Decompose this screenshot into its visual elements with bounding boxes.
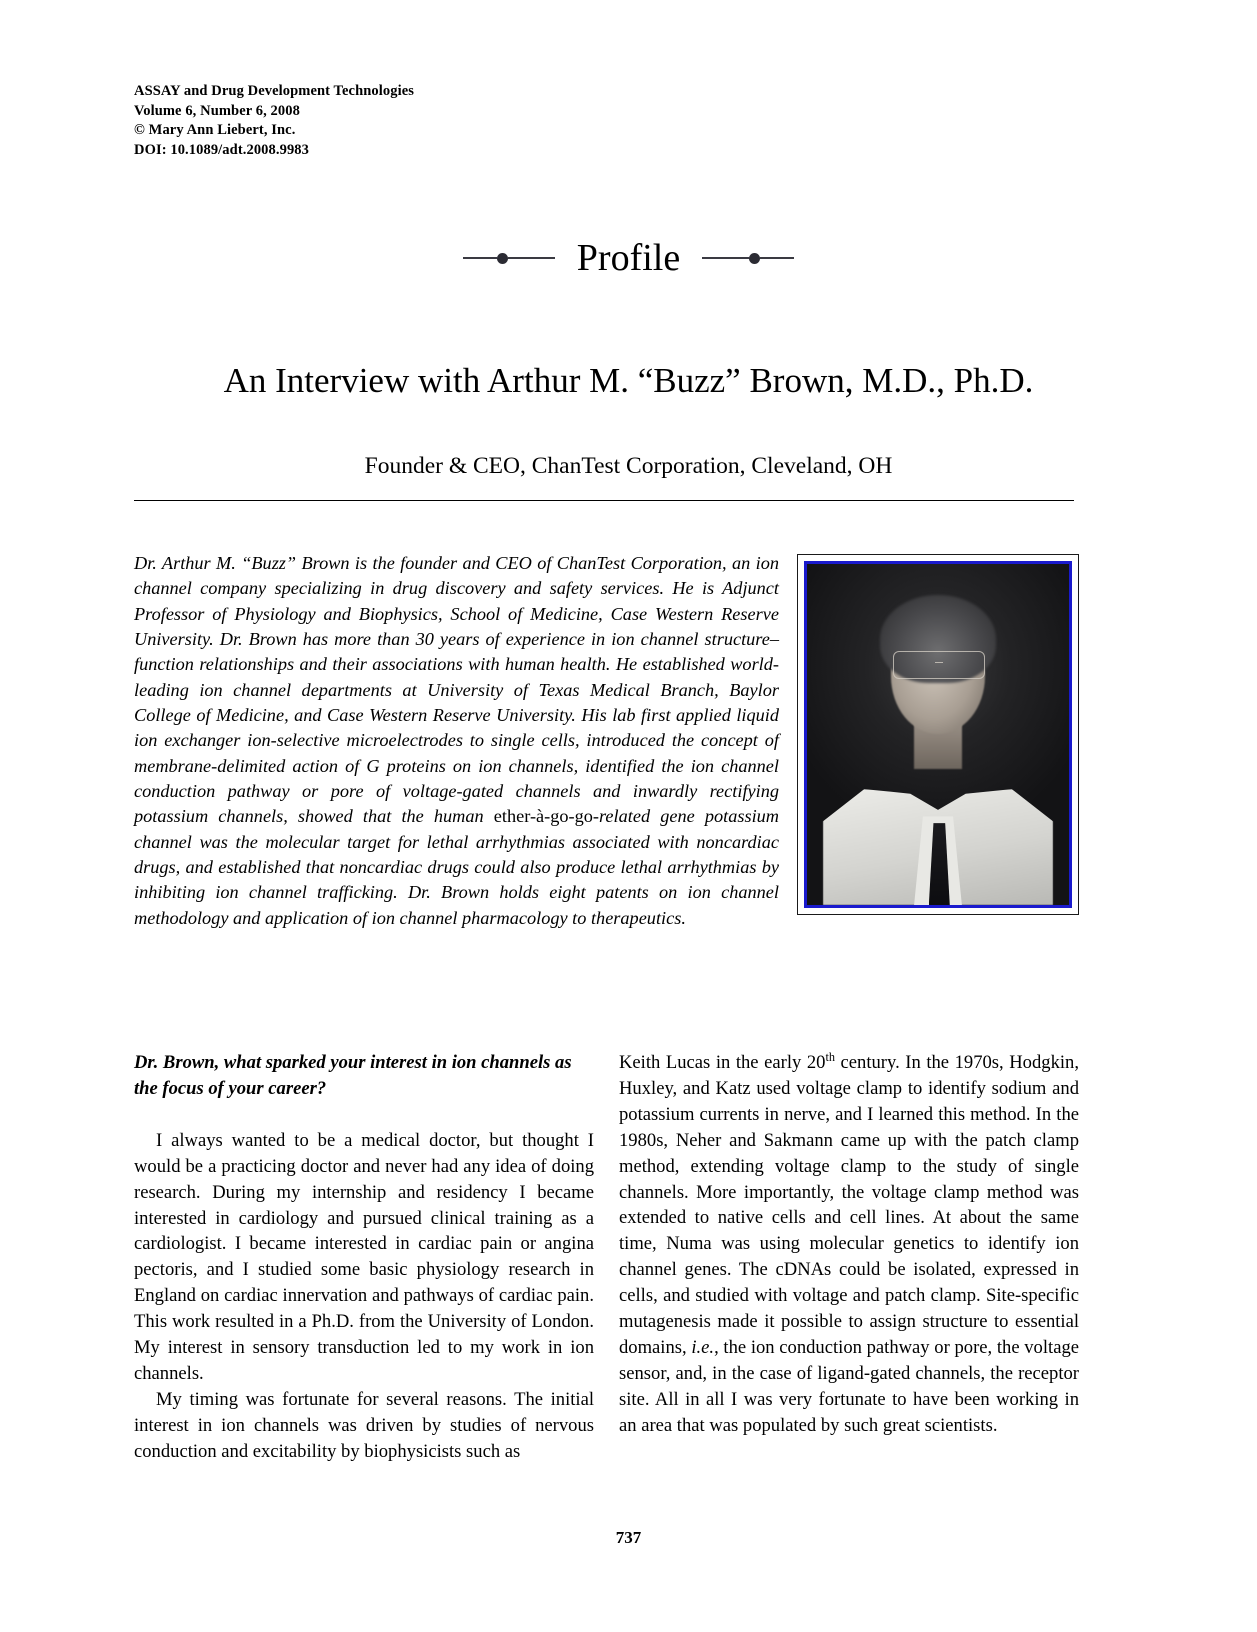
latin-abbreviation: i.e.: [691, 1336, 715, 1358]
page-number: 737: [615, 1528, 642, 1547]
biography-paragraph: [134, 551, 1079, 931]
journal-masthead: [134, 82, 414, 160]
journal-volume: Volume 6, Number 6, 2008: [134, 102, 300, 119]
answer-paragraph-1: I always wanted to be a medical doctor, but thought I would be a practicing doctor and never had any idea of doing research. During my internship and residency I became interested in cardiology and pursued clinical training as a cardiologist. I became interested in cardiac pain or angina pectoris, and I studied some basic physiology research in England on cardiac innervation and pathways of cardiac pain. This work resulted in a Ph.D. from the University of London. My interest in sensory transduction led to my work in ion channels.: [134, 1129, 594, 1384]
ornament-right-icon: [702, 253, 794, 264]
biography-roman-term: ether-à-go-go: [493, 806, 593, 827]
body-column-left: [134, 1050, 594, 1465]
section-heading: [0, 235, 1257, 281]
answer-paragraph-2: My timing was fortunate for several reasons. The initial interest in ion channels was driven by studies of nervous conduction and excitability by biophysicists such as: [134, 1388, 594, 1462]
ordinal-superscript: th: [825, 1049, 835, 1064]
article-subtitle: Founder & CEO, ChanTest Corporation, Cleveland, OH: [364, 453, 893, 479]
answer-text-mid: century. In the 1970s, Hodgkin, Huxley, and Katz used voltage clamp to identify sodium and potassium currents in nerve, and I learned this method. In the 1980s, Neher and Sakmann came up with the patch clamp method, extending voltage clamp to the study of single channels. More importantly, the voltage clamp method was extended to native cells and cell lines. At about the same time, Numa was using molecular genetics to identify ion channel genes. The cDNAs could be isolated, expressed in cells, and studied with voltage and patch clamp. Site-specific mutagenesis made it possible to assign structure to essential domains,: [619, 1052, 1079, 1358]
journal-publisher: © Mary Ann Liebert, Inc.: [134, 122, 296, 138]
header-divider: [134, 500, 1074, 501]
portrait-photo-frame: [797, 554, 1079, 915]
answer-text-end: , the ion conduction pathway or pore, the voltage sensor, and, in the case of ligand-gated channels, the receptor site. All in all I was very fortunate to have been working in an area that was populated by such great scientists.: [619, 1336, 1079, 1436]
ornament-left-icon: [463, 253, 555, 264]
interview-question: Dr. Brown, what sparked your interest in ion channels as the focus of your career?: [134, 1052, 572, 1099]
page-title: An Interview with Arthur M. “Buzz” Brown, M.D., Ph.D.: [223, 361, 1034, 400]
journal-name: ASSAY and Drug Development Technologies: [134, 83, 414, 99]
biography-text-part2: -related gene potassium channel was the molecular target for lethal arrhythmias associated with noncardiac drugs, and established that noncardiac drugs could also produce lethal arrhythmias by inhibiting ion channel trafficking. Dr. Brown holds eight patents on ion channel methodology and application of ion channel pharmacology to therapeutics.: [134, 806, 779, 928]
answer-text-lead: Keith Lucas in the early 20: [619, 1052, 826, 1073]
portrait-photo: [804, 561, 1072, 908]
answer-paragraph-2-continued: [619, 1050, 1079, 1439]
section-label: Profile: [576, 237, 681, 279]
biography-text-part1: Dr. Arthur M. “Buzz” Brown is the founder and CEO of ChanTest Corporation, an ion channel company specializing in drug discovery and safety services. He is Adjunct Professor of Physiology and Biophysics, School of Medicine, Case Western Reserve University. Dr. Brown has more than 30 years of experience in ion channel structure–function relationships and their associations with human health. He established world-leading ion channel departments at University of Texas Medical Branch, Baylor College of Medicine, and Case Western Reserve University. His lab first applied liquid ion exchanger ion-selective microelectrodes to single cells, introduced the concept of membrane-delimited action of G proteins on ion channels, identified the ion channel conduction pathway or pore of voltage-gated channels and inwardly rectifying potassium channels, showed that the human: [134, 553, 779, 827]
journal-doi: DOI: 10.1089/adt.2008.9983: [134, 141, 309, 158]
body-column-right: [619, 1050, 1079, 1439]
